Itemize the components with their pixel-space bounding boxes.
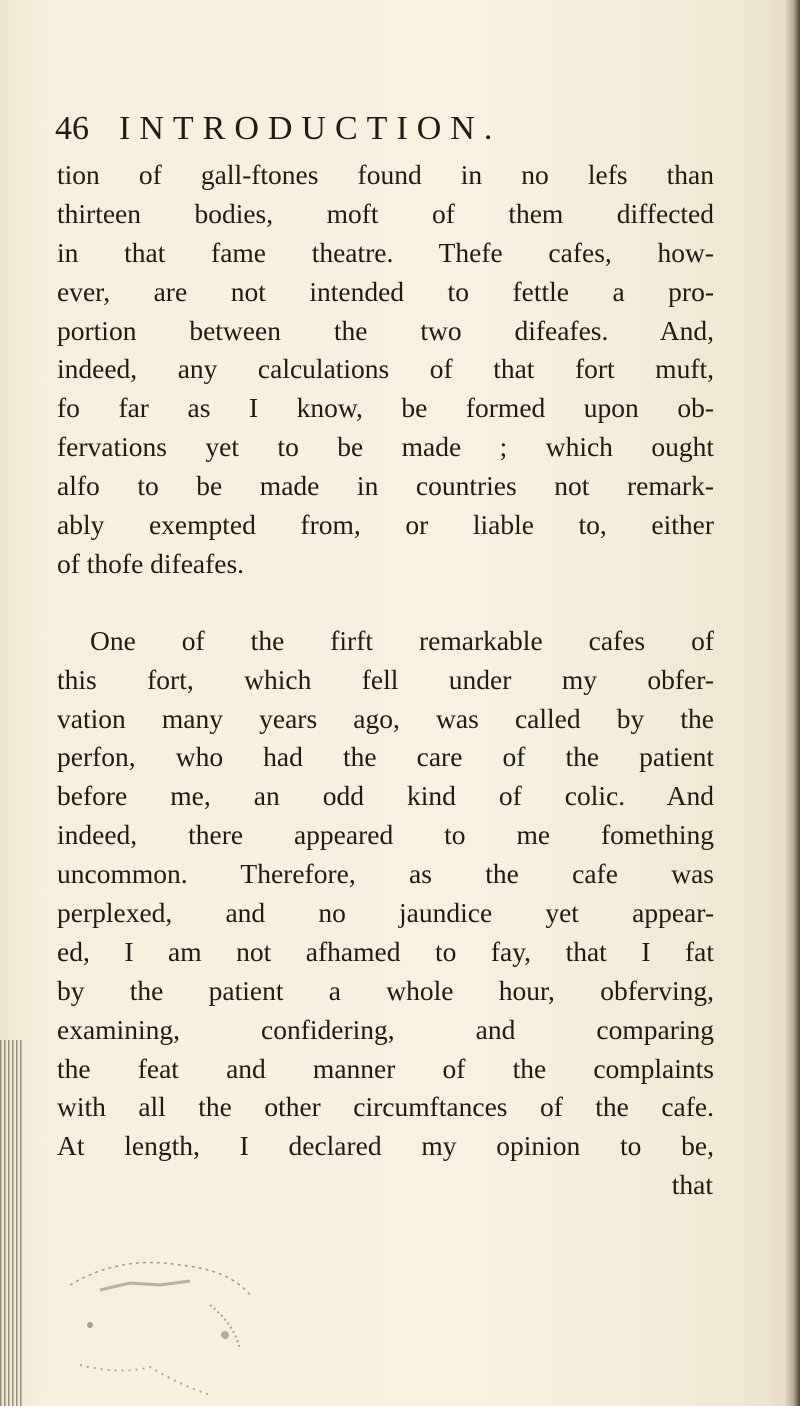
text-line: indeed, any calculations of that fort muft, [57,353,714,385]
catchword: that [671,1169,713,1201]
text-line: alfo to be made in countries not remark- [57,470,714,502]
text-line: perfon, who had the care of the patient [57,741,714,773]
text-line: fo far as I know, be formed upon ob- [57,392,714,424]
text-line: fervations yet to be made ; which ought [57,431,714,463]
text-line: of thofe difeafes. [57,547,245,579]
text-line: the feat and manner of the complaints [57,1052,714,1084]
body-text [57,156,757,1205]
text-line: indeed, there appeared to me fomething [57,819,714,851]
text-line: perplexed, and no jaundice yet appear- [57,897,714,929]
text-line: At length, I declared my opinion to be, [57,1130,714,1162]
text-line: ed, I am not afhamed to fay, that I fat [57,935,714,967]
text-line: portion between the two difeafes. And, [57,314,714,346]
text-line: ever, are not intended to fettle a pro- [57,275,714,307]
ink-bleed-ornament [60,1255,320,1405]
running-head: INTRODUCTION. [119,110,502,147]
text-line: vation many years ago, was called by the [57,702,714,734]
paragraph-1 [57,156,757,584]
page-edge-shadow [784,0,800,1406]
paragraph-gap [57,584,757,622]
text-line: in that fame theatre. Thefe cafes, how- [57,236,714,268]
text-line: by the patient a whole hour, obferving, [57,974,714,1006]
text-line: examining, confidering, and comparing [57,1013,714,1045]
text-line: this fort, which fell under my obfer- [57,663,714,695]
text-line: before me, an odd kind of colic. And [57,780,714,812]
text-line: ably exempted from, or liable to, either [57,509,714,541]
paragraph-2 [57,622,757,1205]
text-line: tion of gall-ftones found in no lefs than [57,159,714,190]
page-header [55,110,695,154]
text-line: uncommon. Therefore, as the cafe was [57,858,714,890]
text-line: with all the other circumftances of the cafe. [57,1091,714,1123]
text-line: thirteen bodies, moft of them diffected [57,197,714,229]
text-line: One of the firft remarkable cafes of [90,624,714,656]
page-binding-shadow [0,1040,22,1406]
page-number: 46 [55,110,89,147]
